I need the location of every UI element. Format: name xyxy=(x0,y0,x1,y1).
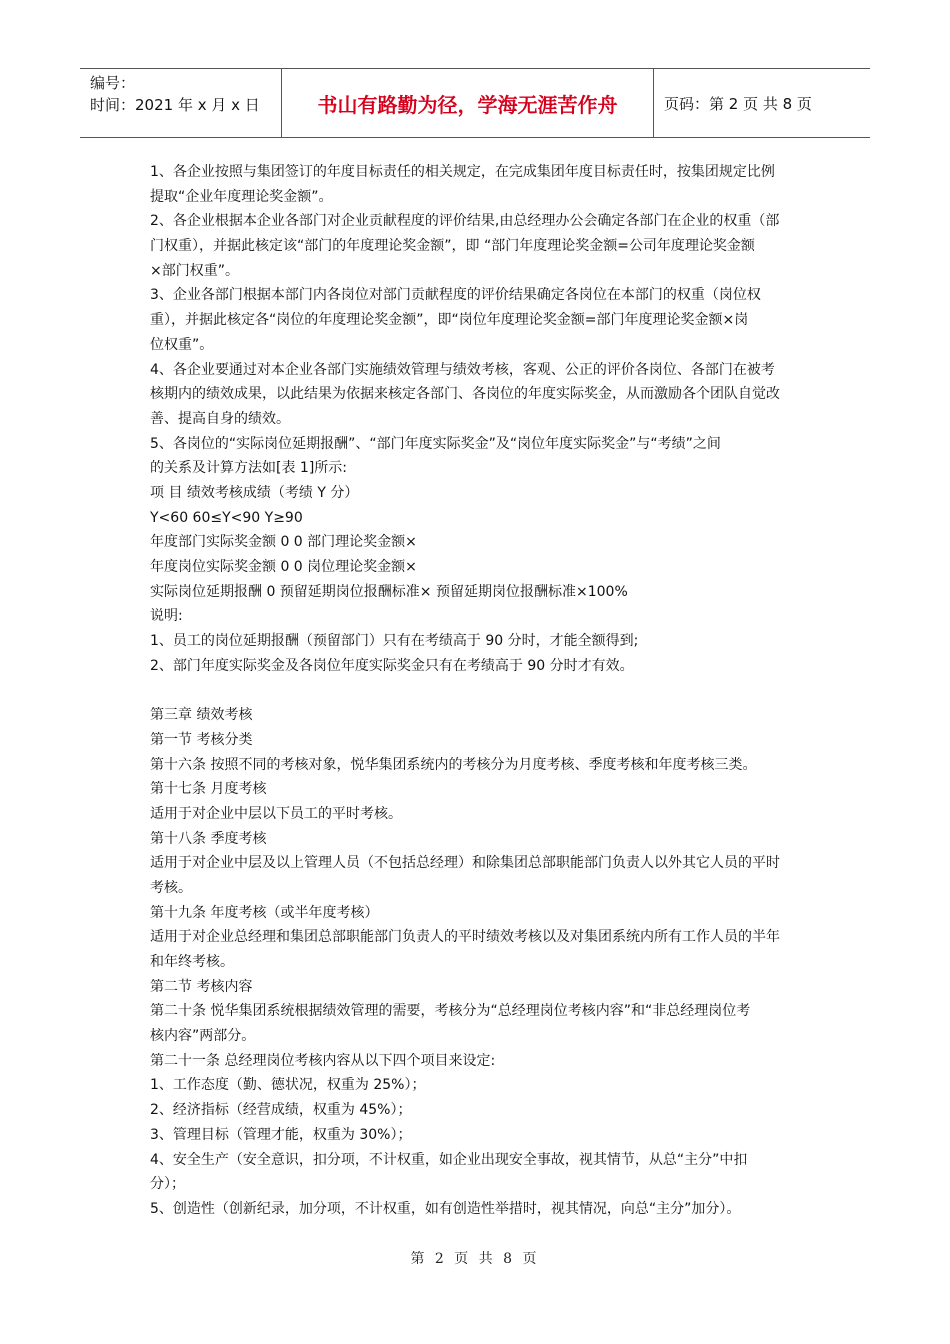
body-line: 适用于对企业中层及以上管理人员（不包括总经理）和除集团总部职能部门负责人以外其它人员的平时 xyxy=(150,855,780,872)
body-line: 提取“企业年度理论奖金额”。 xyxy=(150,188,333,205)
body-line: 年度岗位实际奖金额 0 0 岗位理论奖金额× xyxy=(150,559,417,575)
body-line: 1、员工的岗位延期报酬（预留部门）只有在考绩高于 90 分时，才能全额得到; xyxy=(150,633,639,650)
body-line: 第三章 绩效考核 xyxy=(150,707,253,724)
body-line: 核内容”两部分。 xyxy=(150,1028,256,1045)
document-date-label: 时间：2021 年 x 月 x 日 xyxy=(90,96,260,114)
body-line: Y<60 60≤Y<90 Y≥90 xyxy=(150,509,303,526)
body-line: 年度部门实际奖金额 0 0 部门理论奖金额× xyxy=(150,534,417,551)
body-line: 第十八条 季度考核 xyxy=(150,830,267,847)
body-line: 第十六条 按照不同的考核对象，悦华集团系统内的考核分为月度考核、季度考核和年度考核三类。 xyxy=(150,756,757,773)
body-line: 和年终考核。 xyxy=(150,954,234,970)
document-number-label: 编号： xyxy=(90,74,136,92)
body-line: 2、各企业根据本企业各部门对企业贡献程度的评价结果,由总经理办公会确定各部门在企业的权重（部 xyxy=(150,213,780,230)
page-header xyxy=(80,68,870,138)
body-line: 4、各企业要通过对本企业各部门实施绩效管理与绩效考核，客观、公正的评价各岗位、各部门在被考 xyxy=(150,361,775,378)
body-line: 第一节 考核分类 xyxy=(150,731,253,748)
body-line: ×部门权重”。 xyxy=(150,262,239,279)
body-line: 项 目 绩效考核成绩（考绩 Y 分） xyxy=(150,484,359,501)
body-line: 适用于对企业总经理和集团总部职能部门负责人的平时绩效考核以及对集团系统内所有工作人员的半年 xyxy=(150,929,780,946)
body-line: 第十七条 月度考核 xyxy=(150,781,267,798)
body-line: 第二十条 悦华集团系统根据绩效管理的需要，考核分为“总经理岗位考核内容”和“非总经理岗位考 xyxy=(150,1003,751,1020)
header-page-number: 页码：第 2 页 共 8 页 xyxy=(664,94,812,113)
body-line: 的关系及计算方法如[表 1]所示: xyxy=(150,460,347,477)
body-line: 2、部门年度实际奖金及各岗位年度实际奖金只有在考绩高于 90 分时才有效。 xyxy=(150,657,634,674)
header-motto: 书山有路勤为径，学海无涯苦作舟 xyxy=(282,69,654,137)
body-line: 说明: xyxy=(150,608,183,625)
body-line: 2、经济指标（经营成绩，权重为 45%）； xyxy=(150,1102,412,1119)
body-line: 第二十一条 总经理岗位考核内容从以下四个项目来设定: xyxy=(150,1052,496,1069)
blank-line xyxy=(150,678,810,703)
body-line: 1、各企业按照与集团签订的年度目标责任的相关规定，在完成集团年度目标责任时，按集团规定比例 xyxy=(150,164,775,180)
body-line: 第二节 考核内容 xyxy=(150,978,253,995)
header-meta xyxy=(80,69,282,137)
body-line: 5、创造性（创新纪录，加分项，不计权重，如有创造性举措时，视其情况，向总“主分”加分）。 xyxy=(150,1200,741,1217)
body-line: 分）； xyxy=(150,1176,185,1193)
body-line: 核期内的绩效成果，以此结果为依据来核定各部门、各岗位的年度实际奖金，从而激励各个团队自觉改 xyxy=(150,386,780,403)
body-line: 重），并据此核定各“岗位的年度理论奖金额”，即“岗位年度理论奖金额=部门年度理论奖金额×岗 xyxy=(150,312,749,329)
document-body xyxy=(150,160,810,1222)
body-line: 3、管理目标（管理才能，权重为 30%）； xyxy=(150,1126,412,1143)
body-line: 位权重”。 xyxy=(150,336,214,353)
page-footer: 第 2 页 共 8 页 xyxy=(410,1251,540,1267)
body-line: 1、工作态度（勤、德状况，权重为 25%）； xyxy=(150,1077,426,1094)
body-line: 善、提高自身的绩效。 xyxy=(150,410,290,427)
body-line: 适用于对企业中层以下员工的平时考核。 xyxy=(150,805,402,822)
body-line: 实际岗位延期报酬 0 预留延期岗位报酬标准× 预留延期岗位报酬标准×100% xyxy=(150,583,628,600)
body-line: 4、安全生产（安全意识，扣分项，不计权重，如企业出现安全事故，视其情节，从总“主分”中扣 xyxy=(150,1151,748,1168)
body-line: 考核。 xyxy=(150,879,192,896)
body-line: 3、企业各部门根据本部门内各岗位对部门贡献程度的评价结果确定各岗位在本部门的权重（岗位权 xyxy=(150,287,761,304)
body-line: 5、各岗位的“实际岗位延期报酬”、“部门年度实际奖金”及“岗位年度实际奖金”与“考绩”之间 xyxy=(150,435,721,452)
body-line: 门权重），并据此核定该“部门的年度理论奖金额”，即 “部门年度理论奖金额=公司年度理论奖金额 xyxy=(150,238,755,255)
body-line: 第十九条 年度考核（或半年度考核） xyxy=(150,904,379,921)
